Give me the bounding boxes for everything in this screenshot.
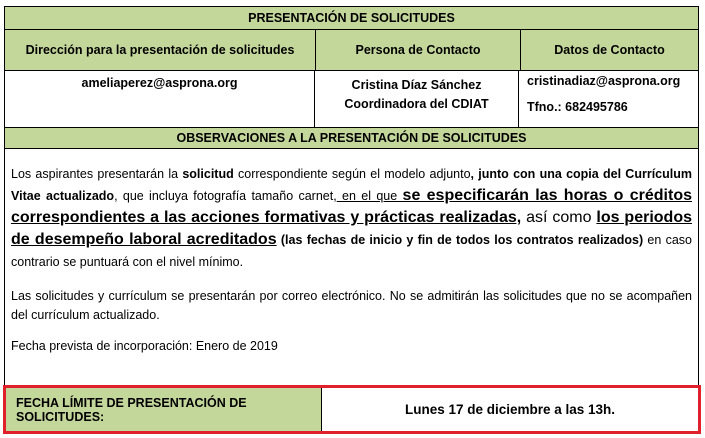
text-fechas-contratos: (las fechas de inicio y fin de todos los contratos realizados)	[276, 233, 644, 247]
deadline-box	[3, 385, 701, 434]
deadline-value: Lunes 17 de diciembre a las 13h.	[404, 402, 616, 417]
contacto-email[interactable]: cristinadiaz@asprona.org	[527, 74, 681, 88]
persona-cargo: Coordinadora del CDIAT	[344, 97, 489, 111]
persona-nombre: Cristina Díaz Sánchez	[351, 78, 482, 92]
text-horas-creditos: se especificarán las horas o créditos correspondientes a las acciones formativas y prácticas realizadas,	[11, 187, 692, 226]
text-span: así como	[521, 209, 597, 226]
text-periodos-desempeno: los periodos de desempeño laboral acreditados	[11, 209, 692, 248]
text-span: Los aspirantes presentarán la	[11, 167, 183, 181]
observaciones-paragraph-1	[11, 163, 692, 273]
header-direccion: Dirección para la presentación de solicitudes	[5, 30, 316, 70]
solicitudes-table	[4, 6, 699, 388]
contact-row	[5, 71, 698, 128]
table-title: PRESENTACIÓN DE SOLICITUDES	[5, 7, 698, 30]
observaciones-body	[5, 149, 698, 387]
text-span: , que incluya fotografía tamaño carnet,	[114, 189, 337, 203]
column-headers	[5, 30, 698, 71]
contacto-telefono: Tfno.: 682495786	[527, 100, 628, 114]
text-span: correspondiente según el modelo adjunto	[233, 167, 471, 181]
email-direccion[interactable]: ameliaperez@asprona.org	[5, 71, 315, 127]
fecha-incorporacion: Fecha prevista de incorporación: Enero de 2019	[11, 339, 278, 353]
persona-contacto	[315, 71, 519, 127]
observaciones-paragraph-2: Las solicitudes y currículum se presentarán por correo electrónico. No se admitirán las solicitudes que no se acompañen del currículum actualizado.	[11, 289, 692, 322]
observaciones-title: OBSERVACIONES A LA PRESENTACIÓN DE SOLICITUDES	[5, 128, 698, 149]
text-span: en caso contrario se puntuará con el nivel mínimo.	[11, 233, 692, 269]
text-solicitud: solicitud	[182, 167, 234, 181]
header-datos: Datos de Contacto	[554, 43, 665, 57]
text-curriculum: , junto con una copia del Currículum Vitae actualizado	[11, 167, 692, 203]
deadline-label: FECHA LÍMITE DE PRESENTACIÓN DE SOLICITUDES:	[6, 388, 322, 431]
datos-contacto	[519, 71, 698, 127]
text-span: en el que	[336, 189, 403, 203]
header-persona: Persona de Contacto	[316, 30, 521, 70]
